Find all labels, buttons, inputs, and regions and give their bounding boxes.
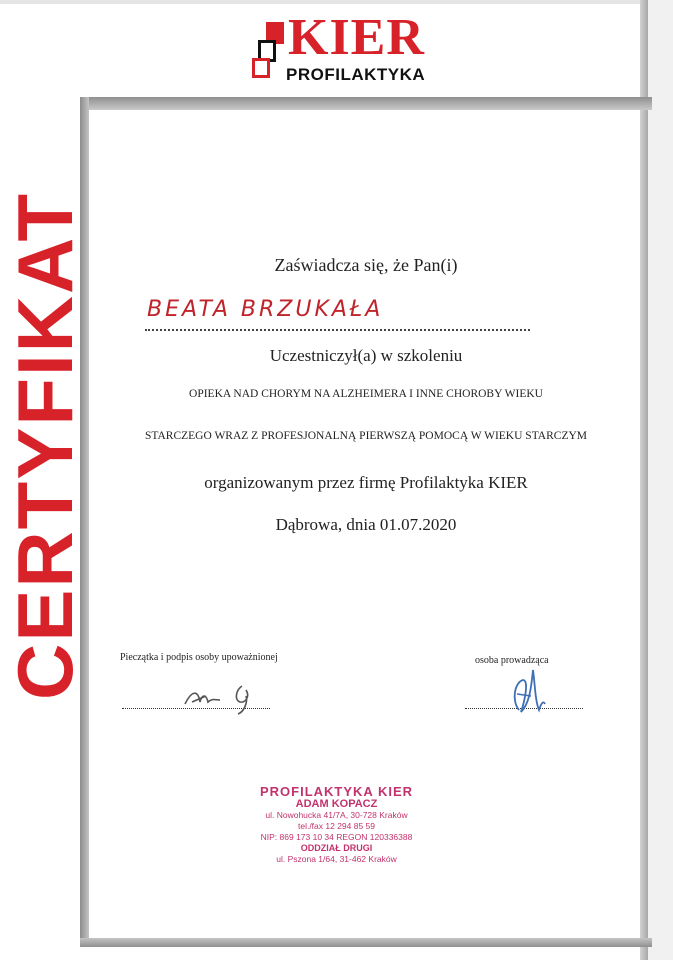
side-title: CERTYFIKAT	[1, 191, 89, 700]
participated-text: Uczestniczył(a) w szkoleniu	[269, 346, 463, 365]
logo-squares-icon	[250, 18, 290, 82]
organizer-text: organizowanym przez firmę Profilaktyka KIER	[204, 473, 528, 492]
stamp-branch: ODDZIAŁ DRUGI	[300, 843, 373, 853]
company-logo	[250, 9, 426, 88]
stamp-phone: tel./fax 12 294 85 59	[297, 821, 376, 831]
right-signature-icon	[505, 660, 555, 722]
place-date: Dąbrowa, dnia 01.07.2020	[275, 515, 457, 534]
participant-name: BEATA BRZUKAŁA	[147, 297, 384, 322]
stamp-address: ul. Nowohucka 41/7A, 30-728 Kraków	[265, 810, 408, 820]
left-signature-icon	[180, 676, 280, 716]
logo-brand: KIER	[288, 9, 425, 66]
stamp-tax-ids: NIP: 869 173 10 34 REGON 120336388	[260, 832, 413, 842]
attest-text: Zaświadcza się, że Pan(i)	[274, 255, 458, 275]
participant-name-line	[145, 297, 530, 337]
logo-subtitle: PROFILAKTYKA	[286, 65, 426, 84]
name-dotted-line	[145, 329, 530, 331]
authorized-signature-label: Pieczątka i podpis osoby upoważnionej	[120, 652, 278, 663]
stamp-owner: ADAM KOPACZ	[295, 798, 378, 810]
stamp-company: PROFILAKTYKA KIER	[259, 784, 414, 799]
course-title-line2: STARCZEGO WRAZ Z PROFESJONALNĄ PIERWSZĄ POMOCĄ W WIEKU STARCZYM	[144, 430, 587, 442]
frame-bottom	[80, 938, 652, 947]
instructor-signature-label: osoba prowadząca	[475, 655, 549, 666]
course-title-line1: OPIEKA NAD CHORYM NA ALZHEIMERA I INNE CHOROBY WIEKU	[189, 388, 543, 400]
stamp-branch-address: ul. Pszona 1/64, 31-462 Kraków	[276, 854, 397, 864]
frame-top	[80, 97, 652, 110]
top-edge	[0, 0, 673, 4]
